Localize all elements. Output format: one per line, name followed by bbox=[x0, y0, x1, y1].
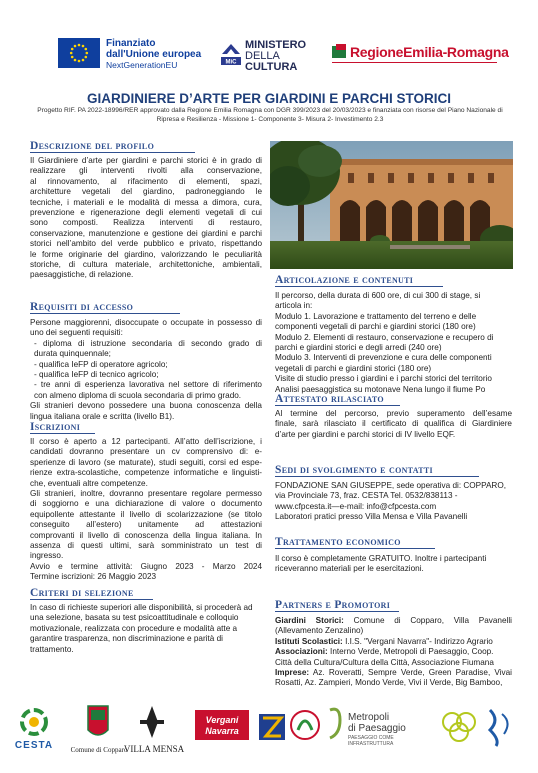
text-line: le forme originarie del giardino, valorizzando le peculiarità bbox=[30, 249, 262, 259]
text-line: Modulo 2. Elementi di restauro, conservazione e recupero di bbox=[275, 332, 494, 342]
text-line: storiche, di cultura materiale, architettoniche, ambientali, bbox=[30, 260, 262, 270]
text-partners bbox=[275, 616, 512, 689]
text-line: Gli stranieri devono possedere una buona conoscenza della bbox=[30, 401, 262, 411]
eu-line3: NextGenerationEU bbox=[106, 60, 178, 70]
mic-text bbox=[245, 40, 306, 73]
footer-logos bbox=[0, 700, 538, 768]
svg-text:CESTA: CESTA bbox=[14, 740, 54, 751]
text-line: FONDAZIONE SAN GIUSEPPE, sede operativa di: COPPARO, bbox=[275, 481, 506, 490]
svg-text:VILLA MENSA: VILLA MENSA bbox=[123, 744, 185, 754]
text-line: prevenzione e rigenerazione degli elementi vegetali di cui bbox=[30, 208, 262, 218]
heading-iscrizioni: Iscrizioni bbox=[30, 421, 95, 434]
text-attestato bbox=[275, 409, 512, 440]
project-line-1: Progetto RIF. PA 2022-18996/RER approvato dalla Regione Emilia Romagna con DGR 399/2023 del 20/03/2023 e finanziata con risorse del Piano Nazionale di bbox=[37, 107, 503, 114]
partners-row: Rosatti, Az. Zampieri, Mondo Verde, Vivi il Verde, Big Bamboo, bbox=[275, 678, 503, 688]
metropoli-logo bbox=[330, 709, 406, 747]
svg-text:INFRASTRUTTURA: INFRASTRUTTURA bbox=[348, 741, 394, 747]
text-line: Modulo 3. Interventi di prevenzione e cura delle componenti bbox=[275, 353, 492, 363]
text-articolazione bbox=[275, 291, 512, 395]
text-line: equipollente attestante il livello di scolarizzazione (se titolo bbox=[30, 509, 262, 519]
partners-row: Imprese: Az. Roveratti, Sempre Verde, Green Paradise, Vivai bbox=[275, 668, 512, 678]
text-line: una selezione, basata su test psicoattitudinale e colloquio bbox=[30, 613, 239, 623]
heading-trattamento: Trattamento economico bbox=[275, 536, 435, 549]
partners-row: Istituti Scolastici: I.I.S. "Vergani Navarra"- Indirizzo Agrario bbox=[275, 636, 493, 646]
text-line: - diploma di istruzione secondaria di secondo grado di bbox=[34, 338, 262, 348]
svg-text:Metropoli: Metropoli bbox=[348, 712, 390, 723]
cesta-logo bbox=[15, 710, 53, 751]
text-sedi bbox=[275, 481, 512, 523]
text-line: - qualifica IeFP di tecnico agricolo; bbox=[34, 370, 159, 380]
eu-line2: dall'Unione europea bbox=[106, 49, 202, 60]
partners-row: Giardini Storici: Comune di Copparo, Villa Pavanelli bbox=[275, 616, 512, 625]
text-line: d’arte per giardini e parchi storici di IV livello EQF. bbox=[275, 429, 456, 439]
text-line: componenti vegetali di parchi e giardini storici (180 ore) bbox=[275, 322, 476, 332]
mic-emblem-icon bbox=[220, 40, 242, 66]
text-line: di soggiorno e una dichiarazione di valore o documento bbox=[30, 499, 262, 509]
text-requisiti bbox=[30, 318, 262, 422]
text-line: Avvio e termine attività: Giugno 2023 - Marzo 2024 bbox=[30, 561, 262, 571]
mic-line1: MINISTERO bbox=[245, 39, 307, 51]
text-line: motivazionale, realizzata con procedure e modalità atte a bbox=[30, 623, 238, 633]
text-line: conseguito all’estero) unitamente ad attestazioni bbox=[30, 520, 262, 530]
text-line: Il corso è aperto a 12 partecipanti. All’atto dell’iscrizione, i bbox=[30, 437, 262, 446]
text-line: - tre anni di esperienza lavorativa nel settore di riferimento bbox=[34, 380, 262, 390]
text-line: candidati dovranno presentare un cv comprensivo di: e- bbox=[30, 447, 262, 457]
text-iscrizioni bbox=[30, 437, 262, 583]
mic-line3: CULTURA bbox=[245, 61, 298, 73]
text-line: architetture vegetali del giardino, padroneggiando le bbox=[30, 187, 262, 197]
svg-text:Navarra: Navarra bbox=[205, 726, 239, 736]
eu-flag-logo bbox=[58, 38, 100, 68]
text-line: storici nell’ambito del verde pubblico e privato, rispettando bbox=[30, 239, 262, 249]
text-line: realizzare gli interventi rivolti alla conservazione, bbox=[30, 166, 262, 176]
garden-photo bbox=[270, 141, 513, 269]
heading-attestato: Attestato rilasciato bbox=[275, 393, 400, 406]
text-trattamento bbox=[275, 554, 512, 575]
region-underline bbox=[332, 62, 497, 63]
heading-articolazione: Articolazione e contenuti bbox=[275, 274, 443, 287]
text-line: Gli stranieri, inoltre, dovranno presentare regolare permesso bbox=[30, 489, 262, 499]
text-line: Il corso è completamente GRATUITO. Inoltre i partecipanti bbox=[275, 554, 487, 563]
text-line: via Provinciale 73, fraz. CESTA Tel. 0532/838113 - bbox=[275, 491, 458, 501]
circles-logo bbox=[443, 713, 475, 741]
text-line: finale, sarà rilasciato il certificato di qualifica di Giardiniere bbox=[275, 419, 512, 429]
text-line: riceveranno materiali per le esercitazioni. bbox=[275, 564, 424, 574]
mic-logo bbox=[220, 40, 242, 66]
mic-abbr: MiC bbox=[225, 59, 237, 66]
eu-funding-text bbox=[106, 38, 201, 70]
text-line: Laboratori pratici presso Villa Mensa e Villa Pavanelli bbox=[275, 512, 468, 522]
vergani-logo bbox=[195, 710, 249, 740]
heading-criteri: Criteri di selezione bbox=[30, 587, 153, 600]
heading-descrizione: Descrizione del profilo bbox=[30, 140, 195, 153]
text-line: Visite di studio presso i giardini e i parchi storici del territorio bbox=[275, 374, 492, 384]
region-logo-red bbox=[336, 44, 346, 50]
text-line: Al termine del percorso, previo superamento dell’esame bbox=[275, 409, 512, 418]
project-line-2: Ripresa e Resilienza - Missione 1- Componente 3- Misura 2- Investimento 2.3 bbox=[156, 115, 384, 123]
villa-courtyard-image bbox=[270, 141, 513, 269]
page-title: GIARDINIERE D’ARTE PER GIARDINI E PARCHI STORICI bbox=[86, 91, 452, 106]
text-line: uno dei seguenti requisiti: bbox=[30, 328, 123, 338]
eu-line1: Finanziato bbox=[106, 38, 156, 49]
heading-sedi: Sedi di svolgimento e contatti bbox=[275, 464, 479, 477]
region-name: RegioneEmilia-Romagna bbox=[350, 44, 509, 60]
text-line: lingua italiana orale e scritta (livello B1). bbox=[30, 411, 175, 421]
copparo-logo bbox=[71, 706, 128, 754]
z-logo bbox=[259, 714, 285, 740]
text-line: ingresso. bbox=[30, 551, 64, 561]
text-line: tecniche, i materiali e le modalità di messa a dimora, cura, bbox=[30, 197, 262, 207]
text-line: - qualifica IeFP di operatore agricolo; bbox=[34, 359, 168, 369]
text-line: sono composti. Realizza interventi di restauro, bbox=[30, 218, 262, 228]
svg-text:di Paesaggio: di Paesaggio bbox=[348, 723, 406, 734]
text-line: durata quinquennale; bbox=[34, 349, 111, 359]
heading-partners: Partners e Promotori bbox=[275, 599, 399, 612]
text-line: trattamento. bbox=[30, 644, 74, 654]
partners-row: Città della Cultura/Cultura della Città, Associazione Fiumana bbox=[275, 657, 494, 667]
text-line: Persone maggiorenni, disoccupate o occupate in possesso di bbox=[30, 318, 262, 327]
text-line: www.cfpcesta.it—e-mail: info@cfpcesta.com bbox=[275, 501, 437, 511]
partner-logos-strip bbox=[0, 700, 538, 768]
partners-row: Associazioni: Interno Verde, Metropoli di Paesaggio, Coop. bbox=[275, 647, 494, 657]
text-line: comprovanti il livello di conoscenza della lingua italiana. In bbox=[30, 530, 262, 540]
eu-stars-icon bbox=[58, 38, 100, 68]
svg-text:Vergani: Vergani bbox=[205, 715, 239, 725]
text-line: al rinnovamento, al rifacimento di elementi, spazi, bbox=[30, 176, 262, 186]
villa-mensa-logo bbox=[124, 706, 185, 754]
text-line: Modulo 1. Lavorazione e trattamento del terreno e delle bbox=[275, 311, 477, 321]
text-line: conservazione, manutenzione e gestione dei giardini e parchi bbox=[30, 228, 262, 238]
text-line: Termine iscrizioni: 26 Maggio 2023 bbox=[30, 572, 157, 582]
text-line: Il Giardiniere d’arte per giardini e parchi storici è in grado di bbox=[30, 156, 262, 165]
text-line: parchi e giardini storici e degli arredi (240 ore) bbox=[275, 343, 442, 353]
text-line: In caso di richieste superiori alle disponibilità, si procederà ad bbox=[30, 603, 253, 612]
text-line: assenza di questi ultimi, sarà somministrato un test di bbox=[30, 541, 262, 551]
text-line: garantire trasparenza, non discriminazione e parità di bbox=[30, 634, 223, 644]
text-line: Analisi paesaggistica su motonave Nena lungo il fiume Po bbox=[275, 384, 486, 394]
partners-row: (Allevamento Zenzalino) bbox=[275, 626, 364, 636]
mic-line2: DELLA bbox=[245, 50, 280, 62]
text-line: che, eventuali altre competenze. bbox=[30, 478, 148, 488]
text-line: sperienze di lavoro (se maturate), studi seguiti, corsi ed espe- bbox=[30, 457, 262, 467]
text-criteri bbox=[30, 603, 262, 655]
text-line: Il percorso, della durata di 600 ore, di cui 300 di stage, si bbox=[275, 291, 481, 300]
svg-text:Comune di Copparo: Comune di Copparo bbox=[70, 746, 128, 754]
svg-text:PAESAGGIO COME: PAESAGGIO COME bbox=[348, 735, 394, 741]
text-line: articola in: bbox=[275, 301, 313, 311]
text-line: paesaggistiche, di relazione. bbox=[30, 270, 134, 280]
text-line: con almeno diploma di scuola secondaria di primo grado. bbox=[34, 390, 242, 400]
text-descrizione bbox=[30, 156, 262, 281]
text-line: vegetali di parchi e giardini storici (180 ore) bbox=[275, 363, 432, 373]
heading-requisiti: Requisiti di accesso bbox=[30, 301, 180, 314]
project-info bbox=[24, 107, 516, 124]
fiumana-logo bbox=[490, 710, 508, 746]
text-line: rienze extra-scolastiche, competenze informatiche e linguisti- bbox=[30, 468, 262, 478]
interno-verde-logo bbox=[291, 711, 319, 739]
